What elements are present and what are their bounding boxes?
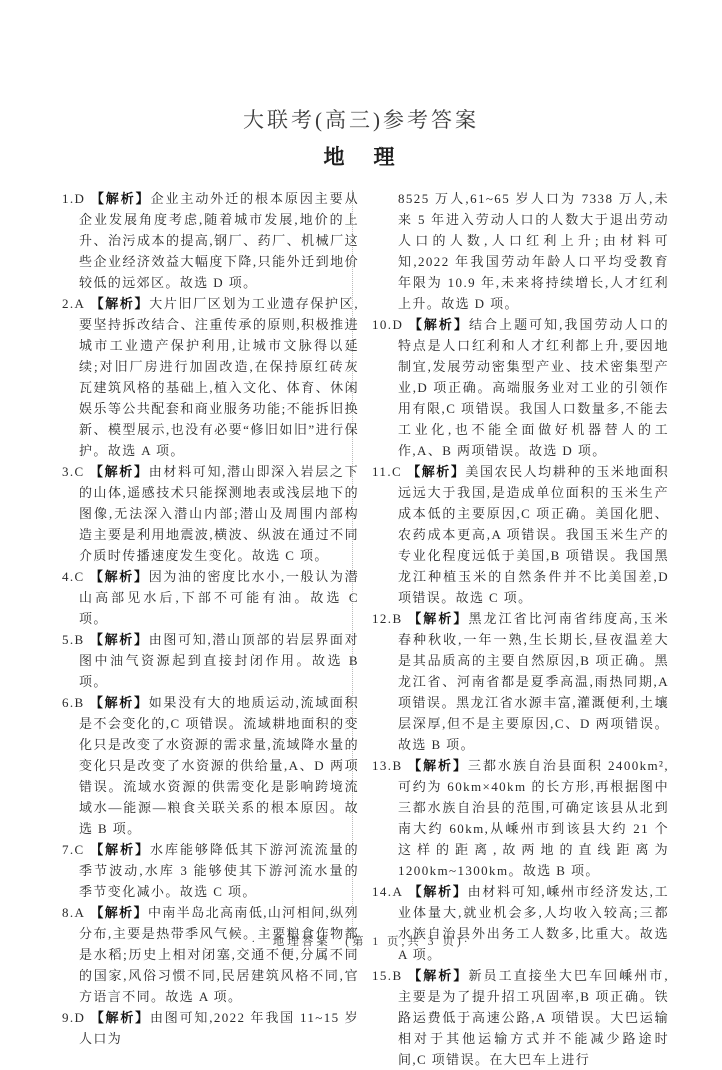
answer-item-9 <box>62 1007 359 1049</box>
answer-number: 13.B <box>372 758 403 773</box>
answer-text: 如果没有大的地质运动,流域面积是不会变化的,C 项错误。流域耕地面积的变化只是改变了水资源的需求量,流域降水量的变化只是改变了水资源的供给量,A、D 两项错误。流域水资源的供需变化是影响跨境流域水—能源—粮食关联关系的根本原因。故选 B 项。 <box>79 695 359 836</box>
answer-number: 3.C <box>62 464 85 479</box>
answer-text: 大片旧厂区划为工业遗存保护区,要坚持拆改结合、注重传承的原则,积极推进城市工业遗产保护利用,让城市文脉得以延续;对旧厂房进行加固改造,在保持原红砖灰瓦建筑风格的基础上,植入文化、体育、休闲娱乐等公共配套和商业服务功能;不能拆旧换新、模型展示,也没有必要“修旧如旧”进行保护。故选 A 项。 <box>79 296 359 458</box>
answer-item-11 <box>372 461 669 608</box>
answer-text: 三都水族自治县面积 2400km²,可约为 60km×40km 的长方形,再根据图中三都水族自治县的范围,可确定该县从北到南大约 60km,从嵊州市到该县大约 21 个这样的距离,故两地的直线距离为 1200km~1300km。故选 B 项。 <box>398 758 669 878</box>
analysis-label: 【解析】 <box>407 464 466 479</box>
answer-item-3 <box>62 461 359 566</box>
analysis-label: 【解析】 <box>90 905 148 920</box>
subject-title: 地 理 <box>323 145 399 169</box>
analysis-label: 【解析】 <box>408 317 469 332</box>
analysis-label: 【解析】 <box>407 758 469 773</box>
answer-text: 因为油的密度比水小,一般认为潜山高部见水后,下部不可能有油。故选 C 项。 <box>79 569 359 626</box>
answer-item-2 <box>62 293 359 461</box>
answer-item-1 <box>62 188 359 293</box>
answer-number: 14.A <box>372 884 404 899</box>
page-footer: · 地理答案 (第 1 页,共 3 页)· <box>251 936 471 948</box>
answer-text: 新员工直接坐大巴车回嵊州市,主要是为了提升招工巩固率,B 项正确。铁路运费低于高速公路,A 项错误。大巴运输相对于其他运输方式并不能减少路途时间,C 项错误。在大巴车上进行 <box>398 968 669 1067</box>
answer-text: 结合上题可知,我国劳动人口的特点是人口红利和人才红利都上升,要因地制宜,发展劳动密集型产业、技术密集型产业,D 项正确。高端服务业对工业的引领作用有限,C 项错误。我国人口数量多,不能去工业化,也不能全面做好机器替人的工作,A、B 两项错误。故选 D 项。 <box>398 317 669 458</box>
answer-text: 由材料可知,嵊州市经济发达,工业体量大,就业机会多,人均收入较高;三都水族自治县外出务工人数多,比重大。故选 A 项。 <box>398 884 669 962</box>
analysis-label: 【解析】 <box>408 884 468 899</box>
answer-item-15 <box>372 965 669 1070</box>
answer-text: 水库能够降低其下游河流流量的季节波动,水库 3 能够使其下游河流水量的季节变化减小。故选 C 项。 <box>79 842 359 899</box>
answer-item-10 <box>372 314 669 461</box>
answer-text: 由图可知,潜山顶部的岩层界面对图中油气资源起到直接封闭作用。故选 B 项。 <box>79 632 359 689</box>
answer-number: 9.D <box>62 1010 86 1025</box>
analysis-label: 【解析】 <box>90 1010 150 1025</box>
analysis-label: 【解析】 <box>89 464 149 479</box>
answer-number: 2.A <box>62 296 86 311</box>
answer-text: 美国农民人均耕种的玉米地面积远远大于我国,是造成单位面积的玉米生产成本低的主要原因,C 项正确。美国化肥、农药成本更高,A 项错误。我国玉米生产的专业化程度远低于美国,B 项错误。我国黑龙江种植玉米的自然条件并不比美国差,D 项错误。故选 C 项。 <box>398 464 669 605</box>
answer-number: 6.B <box>62 695 85 710</box>
answer-text: 企业主动外迁的根本原因主要从企业发展角度考虑,随着城市发展,地价的上升、治污成本的提高,钢厂、药厂、机械厂这些企业经济效益大幅度下降,只能外迁到地价较低的远郊区。故选 D 项。 <box>79 191 359 290</box>
analysis-label: 【解析】 <box>90 191 151 206</box>
answer-number: 12.B <box>372 611 403 626</box>
answer-text: 黑龙江省比河南省纬度高,玉米春种秋收,一年一熟,生长期长,昼夜温差大是其品质高的主要自然原因,B 项正确。黑龙江省、河南省都是夏季高温,雨热同期,A 项错误。黑龙江省水源丰富,灌溉便利,土壤层深厚,但不是主要原因,C、D 两项错误。故选 B 项。 <box>398 611 669 752</box>
analysis-label: 【解析】 <box>407 611 469 626</box>
answer-item-6 <box>62 692 359 839</box>
answer-number: 7.C <box>62 842 85 857</box>
answer-item-9-continuation <box>372 188 669 314</box>
answer-number: 8.A <box>62 905 86 920</box>
analysis-label: 【解析】 <box>89 569 149 584</box>
answer-item-4 <box>62 566 359 629</box>
analysis-label: 【解析】 <box>407 968 469 983</box>
answer-number: 4.C <box>62 569 85 584</box>
answer-number: 11.C <box>372 464 403 479</box>
page-title: 大联考(高三)参考答案 <box>243 108 479 132</box>
answer-number: 5.B <box>62 632 85 647</box>
answer-item-14 <box>372 881 669 965</box>
answer-item-12 <box>372 608 669 755</box>
analysis-label: 【解析】 <box>89 632 149 647</box>
answer-text: 由材料可知,潜山即深入岩层之下的山体,遥感技术只能探测地表或浅层地下的图像,无法深入潜山内部;潜山及周围内部构造主要是利用地震波,横波、纵波在通过不同介质时传播速度发生变化。故选 C 项。 <box>79 464 359 563</box>
answers-column-left <box>62 188 359 1049</box>
answer-item-5 <box>62 629 359 692</box>
analysis-label: 【解析】 <box>90 296 150 311</box>
answer-item-13 <box>372 755 669 881</box>
answer-text: 由图可知,2022 年我国 11~15 岁人口为 <box>79 1010 359 1046</box>
answer-item-8 <box>62 902 359 1007</box>
answer-item-7 <box>62 839 359 902</box>
analysis-label: 【解析】 <box>89 695 149 710</box>
answer-number: 10.D <box>372 317 404 332</box>
answer-number: 15.B <box>372 968 403 983</box>
analysis-label: 【解析】 <box>89 842 151 857</box>
answer-text: 中南半岛北高南低,山河相间,纵列分布,主要是热带季风气候。主要粮食作物都是水稻;历史上相对闭塞,交通不便,分属不同的国家,风俗习惯不同,民居建筑风格不同,官方语言不同。故选 A 项。 <box>79 905 359 1004</box>
answer-text: 8525 万人,61~65 岁人口为 7338 万人,未来 5 年进入劳动人口的人数大于退出劳动人口的人数,人口红利上升;由材料可知,2022 年我国劳动年龄人口平均受教育年限为 10.9 年,未来将持续增长,人才红利上升。故选 D 项。 <box>398 191 669 311</box>
answer-number: 1.D <box>62 191 86 206</box>
